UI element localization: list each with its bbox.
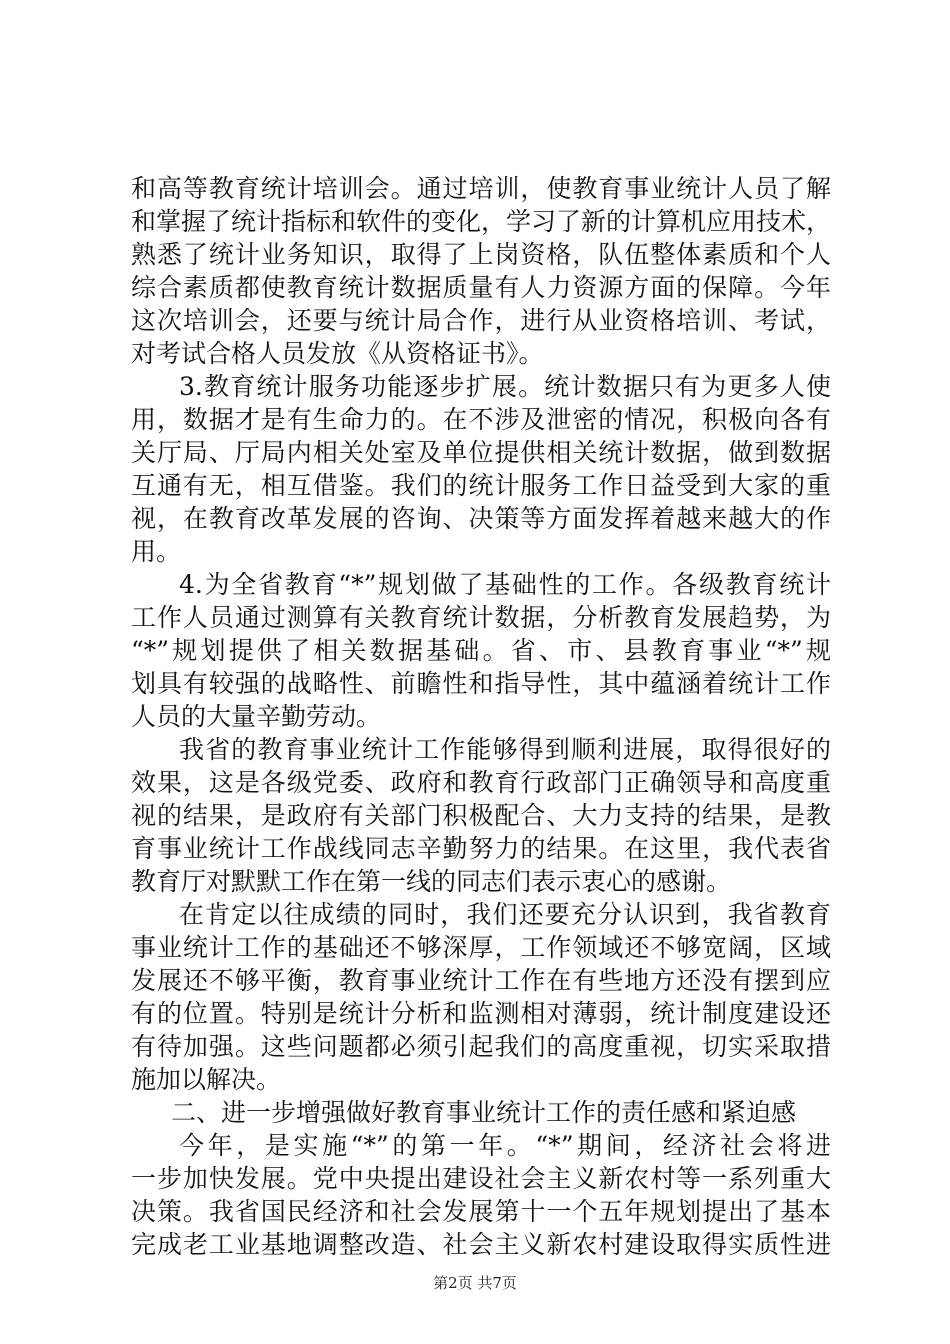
paragraph-first-line: 3.教育统计服务功能逐步扩展。统计数据只有为更多人使 bbox=[179, 372, 831, 401]
text-line: 关厅局、厅局内相关处室及单位提供相关统计数据，做到数据 bbox=[131, 438, 831, 467]
document-body bbox=[131, 172, 831, 1261]
text-line: “*”规划提供了相关数据基础。省、市、县教育事业“*”规 bbox=[131, 636, 831, 665]
text-line: 施加以解决。 bbox=[131, 1065, 282, 1094]
text-line: 互通有无，相互借鉴。我们的统计服务工作日益受到大家的重 bbox=[131, 471, 831, 500]
text-line: 有待加强。这些问题都必须引起我们的高度重视，切实采取措 bbox=[131, 1032, 831, 1061]
text-line: 熟悉了统计业务知识，取得了上岗资格，队伍整体素质和个人 bbox=[131, 240, 831, 269]
section-heading: 二、进一步增强做好教育事业统计工作的责任感和紧迫感 bbox=[171, 1098, 797, 1127]
text-line: 和掌握了统计指标和软件的变化，学习了新的计算机应用技术， bbox=[131, 207, 832, 236]
text-line: 用，数据才是有生命力的。在不涉及泄密的情况，积极向各有 bbox=[131, 405, 831, 434]
text-line: 视，在教育改革发展的咨询、决策等方面发挥着越来越大的作 bbox=[131, 504, 831, 533]
text-line: 事业统计工作的基础还不够深厚，工作领域还不够宽阔，区域 bbox=[131, 933, 831, 962]
text-line: 发展还不够平衡，教育事业统计工作在有些地方还没有摆到应 bbox=[131, 966, 831, 995]
text-line: 效果，这是各级党委、政府和教育行政部门正确领导和高度重 bbox=[131, 768, 831, 797]
text-line: 这次培训会，还要与统计局合作，进行从业资格培训、考试， bbox=[131, 306, 831, 335]
text-line: 综合素质都使教育统计数据质量有人力资源方面的保障。今年 bbox=[131, 273, 831, 302]
paragraph-first-line: 4.为全省教育“*”规划做了基础性的工作。各级教育统计 bbox=[179, 570, 831, 599]
text-line: 对考试合格人员发放《从资格证书》。 bbox=[131, 339, 544, 368]
text-line: 和高等教育统计培训会。通过培训，使教育事业统计人员了解 bbox=[131, 174, 831, 203]
text-line: 人员的大量辛勤劳动。 bbox=[131, 702, 382, 731]
page-number-footer: 第2页 共7页 bbox=[433, 1274, 517, 1292]
paragraph-first-line: 今年，是实施“*”的第一年。“*”期间，经济社会将进 bbox=[179, 1131, 831, 1160]
text-line: 育事业统计工作战线同志辛勤努力的结果。在这里，我代表省 bbox=[131, 834, 831, 863]
text-line: 工作人员通过测算有关教育统计数据，分析教育发展趋势，为 bbox=[131, 603, 831, 632]
text-line: 划具有较强的战略性、前瞻性和指导性，其中蕴涵着统计工作 bbox=[131, 669, 831, 698]
text-line: 教育厅对默默工作在第一线的同志们表示衷心的感谢。 bbox=[131, 867, 732, 896]
text-line: 一步加快发展。党中央提出建设社会主义新农村等一系列重大 bbox=[131, 1164, 831, 1193]
paragraph-first-line: 我省的教育事业统计工作能够得到顺利进展，取得很好的 bbox=[179, 735, 831, 764]
text-line: 有的位置。特别是统计分析和监测相对薄弱，统计制度建设还 bbox=[131, 999, 831, 1028]
text-line: 视的结果，是政府有关部门积极配合、大力支持的结果，是教 bbox=[131, 801, 831, 830]
text-line: 完成老工业基地调整改造、社会主义新农村建设取得实质性进 bbox=[131, 1230, 831, 1259]
paragraph-first-line: 在肯定以往成绩的同时，我们还要充分认识到，我省教育 bbox=[179, 900, 831, 929]
text-line: 用。 bbox=[131, 537, 182, 566]
text-line: 决策。我省国民经济和社会发展第十一个五年规划提出了基本 bbox=[131, 1197, 831, 1226]
